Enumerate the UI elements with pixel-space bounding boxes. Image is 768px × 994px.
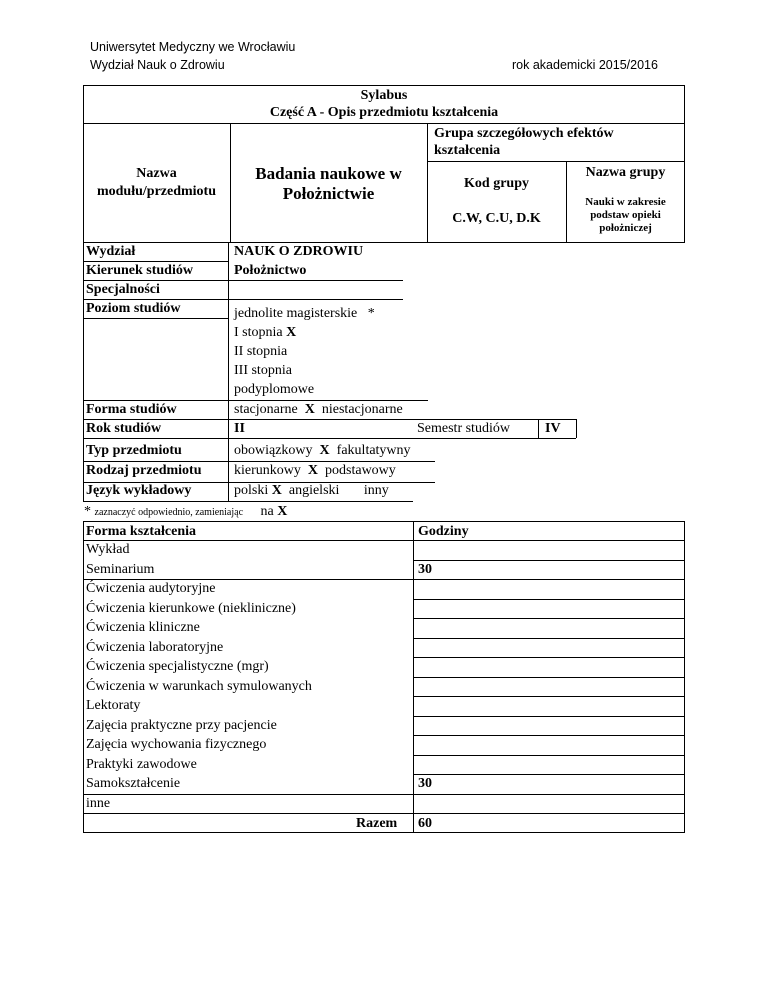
group-name-value-3: położniczej	[599, 222, 652, 234]
faculty-label: Wydział	[86, 244, 136, 259]
module-name-value-1: Badania naukowe w	[255, 164, 402, 183]
hours-row-label: Ćwiczenia kierunkowe (niekliniczne)	[86, 600, 296, 616]
faculty-value: NAUK O ZDROWIU	[234, 244, 364, 259]
footnote: * zaznaczyć odpowiednio, zamieniając na X	[84, 504, 288, 519]
group-name-label: Nazwa grupy	[585, 165, 666, 180]
faculty-name: Wydział Nauk o Zdrowiu	[90, 58, 225, 72]
year-label: Rok studiów	[86, 421, 162, 436]
field-label: Kierunek studiów	[86, 263, 193, 278]
hours-col-form: Forma kształcenia	[86, 524, 197, 539]
subject-type-label: Typ przedmiotu	[86, 443, 182, 458]
specialty-label: Specjalności	[86, 282, 160, 297]
hours-row-value: 30	[418, 561, 432, 577]
level-option-4: III stopnia	[234, 363, 292, 378]
level-option-1: jednolite magisterskie *	[234, 306, 375, 321]
language-value: polski X angielski inny	[234, 483, 389, 498]
group-code-label: Kod grupy	[464, 176, 529, 191]
hours-col-hours: Godziny	[418, 524, 469, 539]
subject-kind-label: Rodzaj przedmiotu	[86, 463, 202, 478]
part-a-title: Część A - Opis przedmiotu kształcenia	[269, 105, 499, 120]
syllabus-title: Sylabus	[360, 88, 408, 103]
semester-label: Semestr studiów	[417, 421, 510, 436]
level-option-5: podyplomowe	[234, 382, 315, 397]
hours-row-label: Ćwiczenia audytoryjne	[86, 581, 216, 596]
level-option-3: II stopnia	[234, 344, 288, 359]
study-form-label: Forma studiów	[86, 402, 177, 417]
field-value: Położnictwo	[234, 263, 307, 278]
hours-row-label: Zajęcia wychowania fizycznego	[86, 737, 267, 752]
hours-total-label: Razem	[356, 816, 398, 831]
level-mark-2: X	[286, 325, 297, 340]
level-label: Poziom studiów	[86, 301, 181, 316]
group-name-value-2: podstaw opieki	[590, 209, 661, 221]
semester-value: IV	[545, 421, 561, 436]
language-label: Język wykładowy	[86, 483, 192, 498]
module-name-label-1: Nazwa	[136, 166, 177, 181]
group-name-value-1: Nauki w zakresie	[585, 196, 666, 208]
university-name: Uniwersytet Medyczny we Wrocławiu	[90, 40, 296, 54]
hours-row-label: Ćwiczenia laboratoryjne	[86, 639, 224, 655]
hours-row-label: Samokształcenie	[86, 776, 181, 791]
hours-row-label: Praktyki zawodowe	[86, 756, 197, 772]
hours-row-label: Wykład	[86, 542, 130, 557]
module-name-label-2: modułu/przedmiotu	[96, 184, 216, 199]
hours-total-value: 60	[418, 816, 432, 831]
level-mark-1: *	[367, 306, 375, 321]
hours-row-label: Zajęcia praktyczne przy pacjencie	[86, 717, 277, 733]
subject-type-value: obowiązkowy X fakultatywny	[234, 443, 411, 458]
academic-year: rok akademicki 2015/2016	[512, 58, 658, 72]
level-option-2: I stopnia X	[234, 325, 297, 340]
subject-kind-value: kierunkowy X podstawowy	[234, 463, 396, 478]
group-code-value: C.W, C.U, D.K	[452, 211, 541, 226]
year-value: II	[234, 421, 245, 436]
hours-row-label: Lektoraty	[86, 698, 141, 713]
hours-row-label: Seminarium	[86, 561, 155, 577]
module-name-value-2: Położnictwie	[282, 184, 375, 203]
hours-row-label: Ćwiczenia kliniczne	[86, 620, 200, 635]
hours-row-label: Ćwiczenia w warunkach symulowanych	[86, 678, 312, 694]
hours-row-value: 30	[418, 776, 432, 791]
group-header-1: Grupa szczegółowych efektów	[434, 126, 614, 141]
study-form-value: stacjonarne X niestacjonarne	[234, 402, 403, 417]
hours-row-label: inne	[86, 795, 111, 811]
hours-row-label: Ćwiczenia specjalistyczne (mgr)	[86, 659, 269, 674]
group-header-2: kształcenia	[434, 143, 501, 158]
